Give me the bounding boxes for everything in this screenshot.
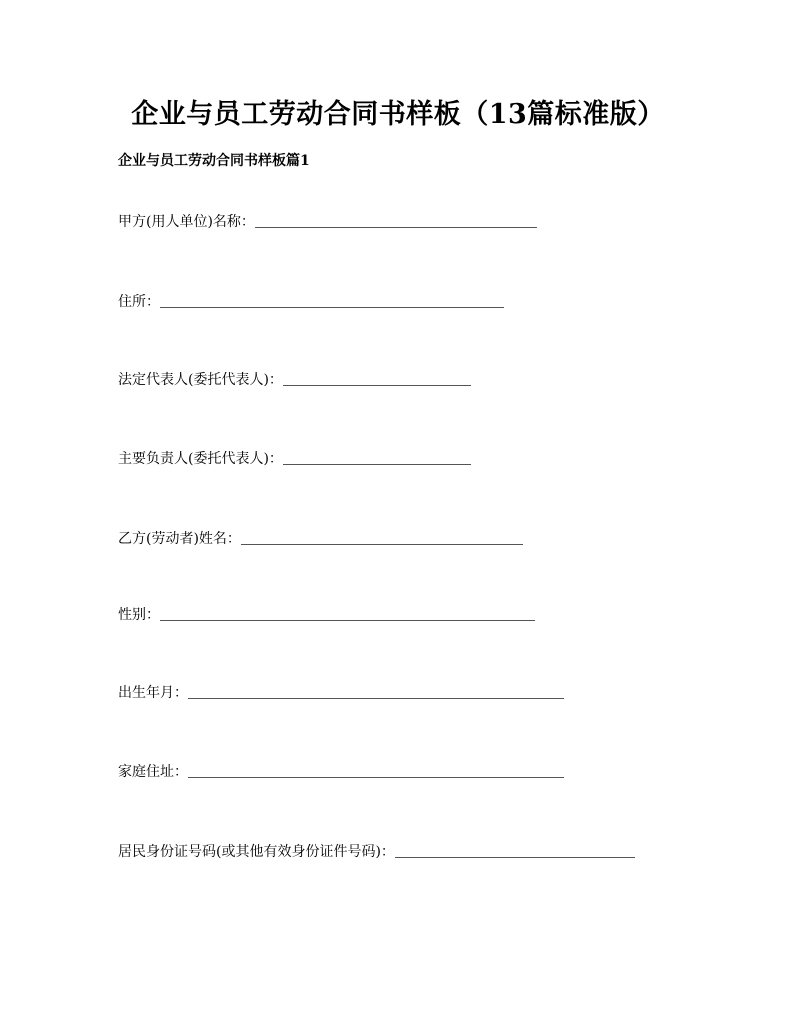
birth-date-field bbox=[118, 681, 564, 703]
party-a-name-field bbox=[118, 210, 537, 232]
party-b-name-input[interactable] bbox=[241, 528, 523, 545]
home-address-label: 家庭住址： bbox=[118, 764, 188, 780]
birth-date-input[interactable] bbox=[188, 682, 564, 699]
principal-person-input[interactable] bbox=[283, 448, 471, 465]
party-a-name-input[interactable] bbox=[255, 211, 537, 228]
home-address-field bbox=[118, 760, 564, 782]
birth-date-label: 出生年月： bbox=[118, 685, 188, 701]
legal-representative-field bbox=[118, 368, 471, 390]
principal-person-field bbox=[118, 447, 471, 469]
legal-representative-input[interactable] bbox=[283, 369, 471, 386]
id-number-label: 居民身份证号码(或其他有效身份证件号码)： bbox=[118, 844, 395, 860]
gender-input[interactable] bbox=[160, 604, 535, 621]
principal-person-label: 主要负责人(委托代表人)： bbox=[118, 451, 283, 467]
party-b-name-field bbox=[118, 527, 523, 549]
id-number-input[interactable] bbox=[395, 841, 635, 858]
address-label: 住所： bbox=[118, 294, 160, 310]
gender-field bbox=[118, 603, 535, 625]
home-address-input[interactable] bbox=[188, 761, 564, 778]
section-heading: 企业与员工劳动合同书样板篇1 bbox=[118, 153, 310, 169]
id-number-field bbox=[118, 840, 635, 862]
party-b-name-label: 乙方(劳动者)姓名： bbox=[118, 531, 241, 547]
address-input[interactable] bbox=[160, 291, 504, 308]
document-title: 企业与员工劳动合同书样板（13篇标准版） bbox=[131, 99, 665, 130]
address-field bbox=[118, 290, 504, 312]
gender-label: 性别： bbox=[118, 607, 160, 623]
legal-representative-label: 法定代表人(委托代表人)： bbox=[118, 372, 283, 388]
party-a-name-label: 甲方(用人单位)名称： bbox=[118, 214, 255, 230]
